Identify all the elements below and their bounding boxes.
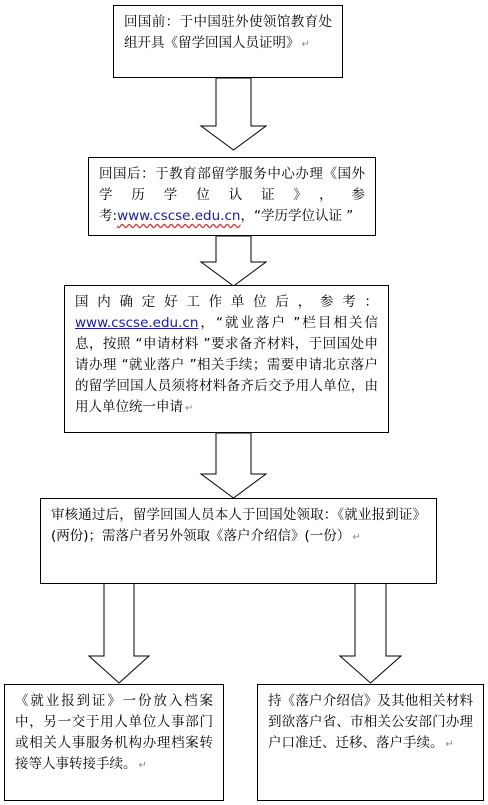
down-arrow-1 xyxy=(201,78,266,150)
cscse-link[interactable]: www.cscse.edu.cn xyxy=(117,208,241,224)
step-before-return xyxy=(113,5,343,78)
step-employment-certificate xyxy=(4,684,224,801)
cscse-link[interactable]: www.cscse.edu.cn xyxy=(75,315,199,331)
paragraph-mark: ↵ xyxy=(185,403,194,414)
down-arrow-2 xyxy=(201,236,266,286)
step-employment-certificate-text: 《就业报到证》一份放入档案中，另一交于用人单位人事部门或相关人事服务机构办理档案转接等人事转接手续。 xyxy=(15,693,213,772)
step-after-return xyxy=(88,157,376,236)
step-after-return-text: 回国后：于教育部留学服务中心办理《国外学历学位认证》，参考: xyxy=(99,166,365,224)
step-household-registration xyxy=(257,684,484,801)
step-after-return-text-tail: ，“学历学位认证 ” xyxy=(240,208,354,224)
step-employment-text: 国内确定好工作单位后，参考： xyxy=(75,294,378,310)
paragraph-mark: ↵ xyxy=(352,532,361,543)
step-collect-documents-text: 审核通过后，留学回国人员本人于回国处领取：《就业报到证》(两份)；需落户者另外领取《落户介绍信》(一份） xyxy=(51,507,426,544)
step-employment-registration xyxy=(64,285,389,433)
down-arrow-left xyxy=(89,583,149,683)
step-employment-text-tail: ，“就业落户 ”栏目相关信息，按照 “申请材料 ”要求备齐材料，于回国处申请办理 “就业落户 ”相关手续；需要申请北京落户的留学回国人员须将材料备齐后交予用人单位，由用人单位统一申请 xyxy=(75,315,378,415)
step-before-return-text: 回国前：于中国驻外使领馆教育处组开具《留学回国人员证明》 xyxy=(124,14,332,51)
down-arrow-3 xyxy=(201,433,266,498)
step-collect-documents xyxy=(40,498,437,584)
step-household-registration-text: 持《落户介绍信》及其他相关材料到欲落户省、市相关公安部门办理户口准迁、迁移、落户手续。 xyxy=(268,693,473,751)
down-arrow-right xyxy=(340,583,401,683)
paragraph-mark: ↵ xyxy=(138,760,147,771)
paragraph-mark: ↵ xyxy=(445,739,454,750)
paragraph-mark: ↵ xyxy=(301,39,310,50)
